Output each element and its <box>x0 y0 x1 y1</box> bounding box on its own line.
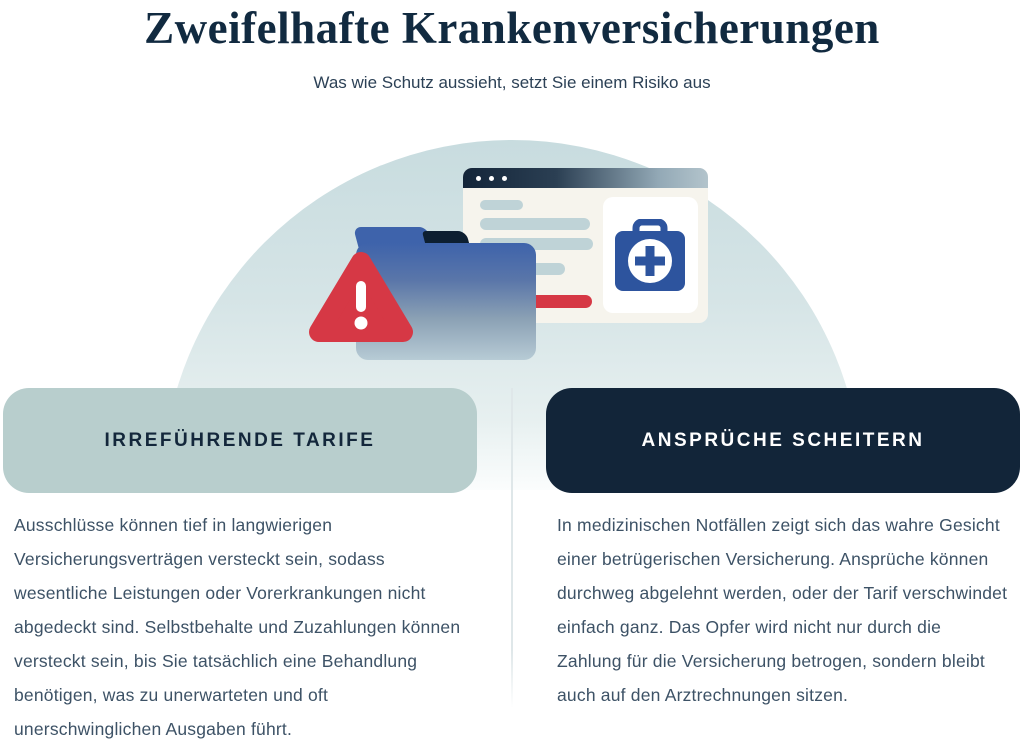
column-header-label: IRREFÜHRENDE TARIFE <box>104 429 376 451</box>
first-aid-kit-icon <box>615 219 685 291</box>
warning-triangle-icon <box>306 248 416 346</box>
window-dot-icon <box>502 176 507 181</box>
column-divider <box>511 388 513 708</box>
column-header-label: ANSPRÜCHE SCHEITERN <box>641 429 925 451</box>
text-placeholder-bar <box>480 218 590 230</box>
window-dot-icon <box>476 176 481 181</box>
page-title: Zweifelhafte Krankenversicherungen <box>144 3 880 53</box>
side-panel-card <box>603 197 698 313</box>
column-header-misleading-tariffs <box>3 388 477 493</box>
column-body-claims-fail: In medizinischen Notfällen zeigt sich das wahre Gesicht einer betrügerischen Versicherung. Ansprüche können durchweg abgelehnt werden, oder der Tarif verschwindet einfach ganz. Das Opfer wird nicht nur durch die Zahlung für die Versicherung betrogen, sondern bleibt auch auf den Arztrechnungen sitzen. <box>557 515 1008 705</box>
text-placeholder-bar <box>480 200 523 210</box>
browser-titlebar <box>463 168 708 188</box>
column-header-claims-fail <box>546 388 1020 493</box>
window-dot-icon <box>489 176 494 181</box>
page-subtitle: Was wie Schutz aussieht, setzt Sie einem Risiko aus <box>313 73 711 92</box>
column-body-misleading-tariffs: Ausschlüsse können tief in langwierigen Versicherungsverträgen versteckt sein, sodass wesentliche Leistungen oder Vorerkrankungen nicht abgedeckt sind. Selbstbehalte und Zuzahlungen können versteckt sein, bis Sie tatsächlich eine Behandlung benötigen, was zu unerwarteten und oft unerschwinglichen Ausgaben führt. <box>14 515 461 739</box>
